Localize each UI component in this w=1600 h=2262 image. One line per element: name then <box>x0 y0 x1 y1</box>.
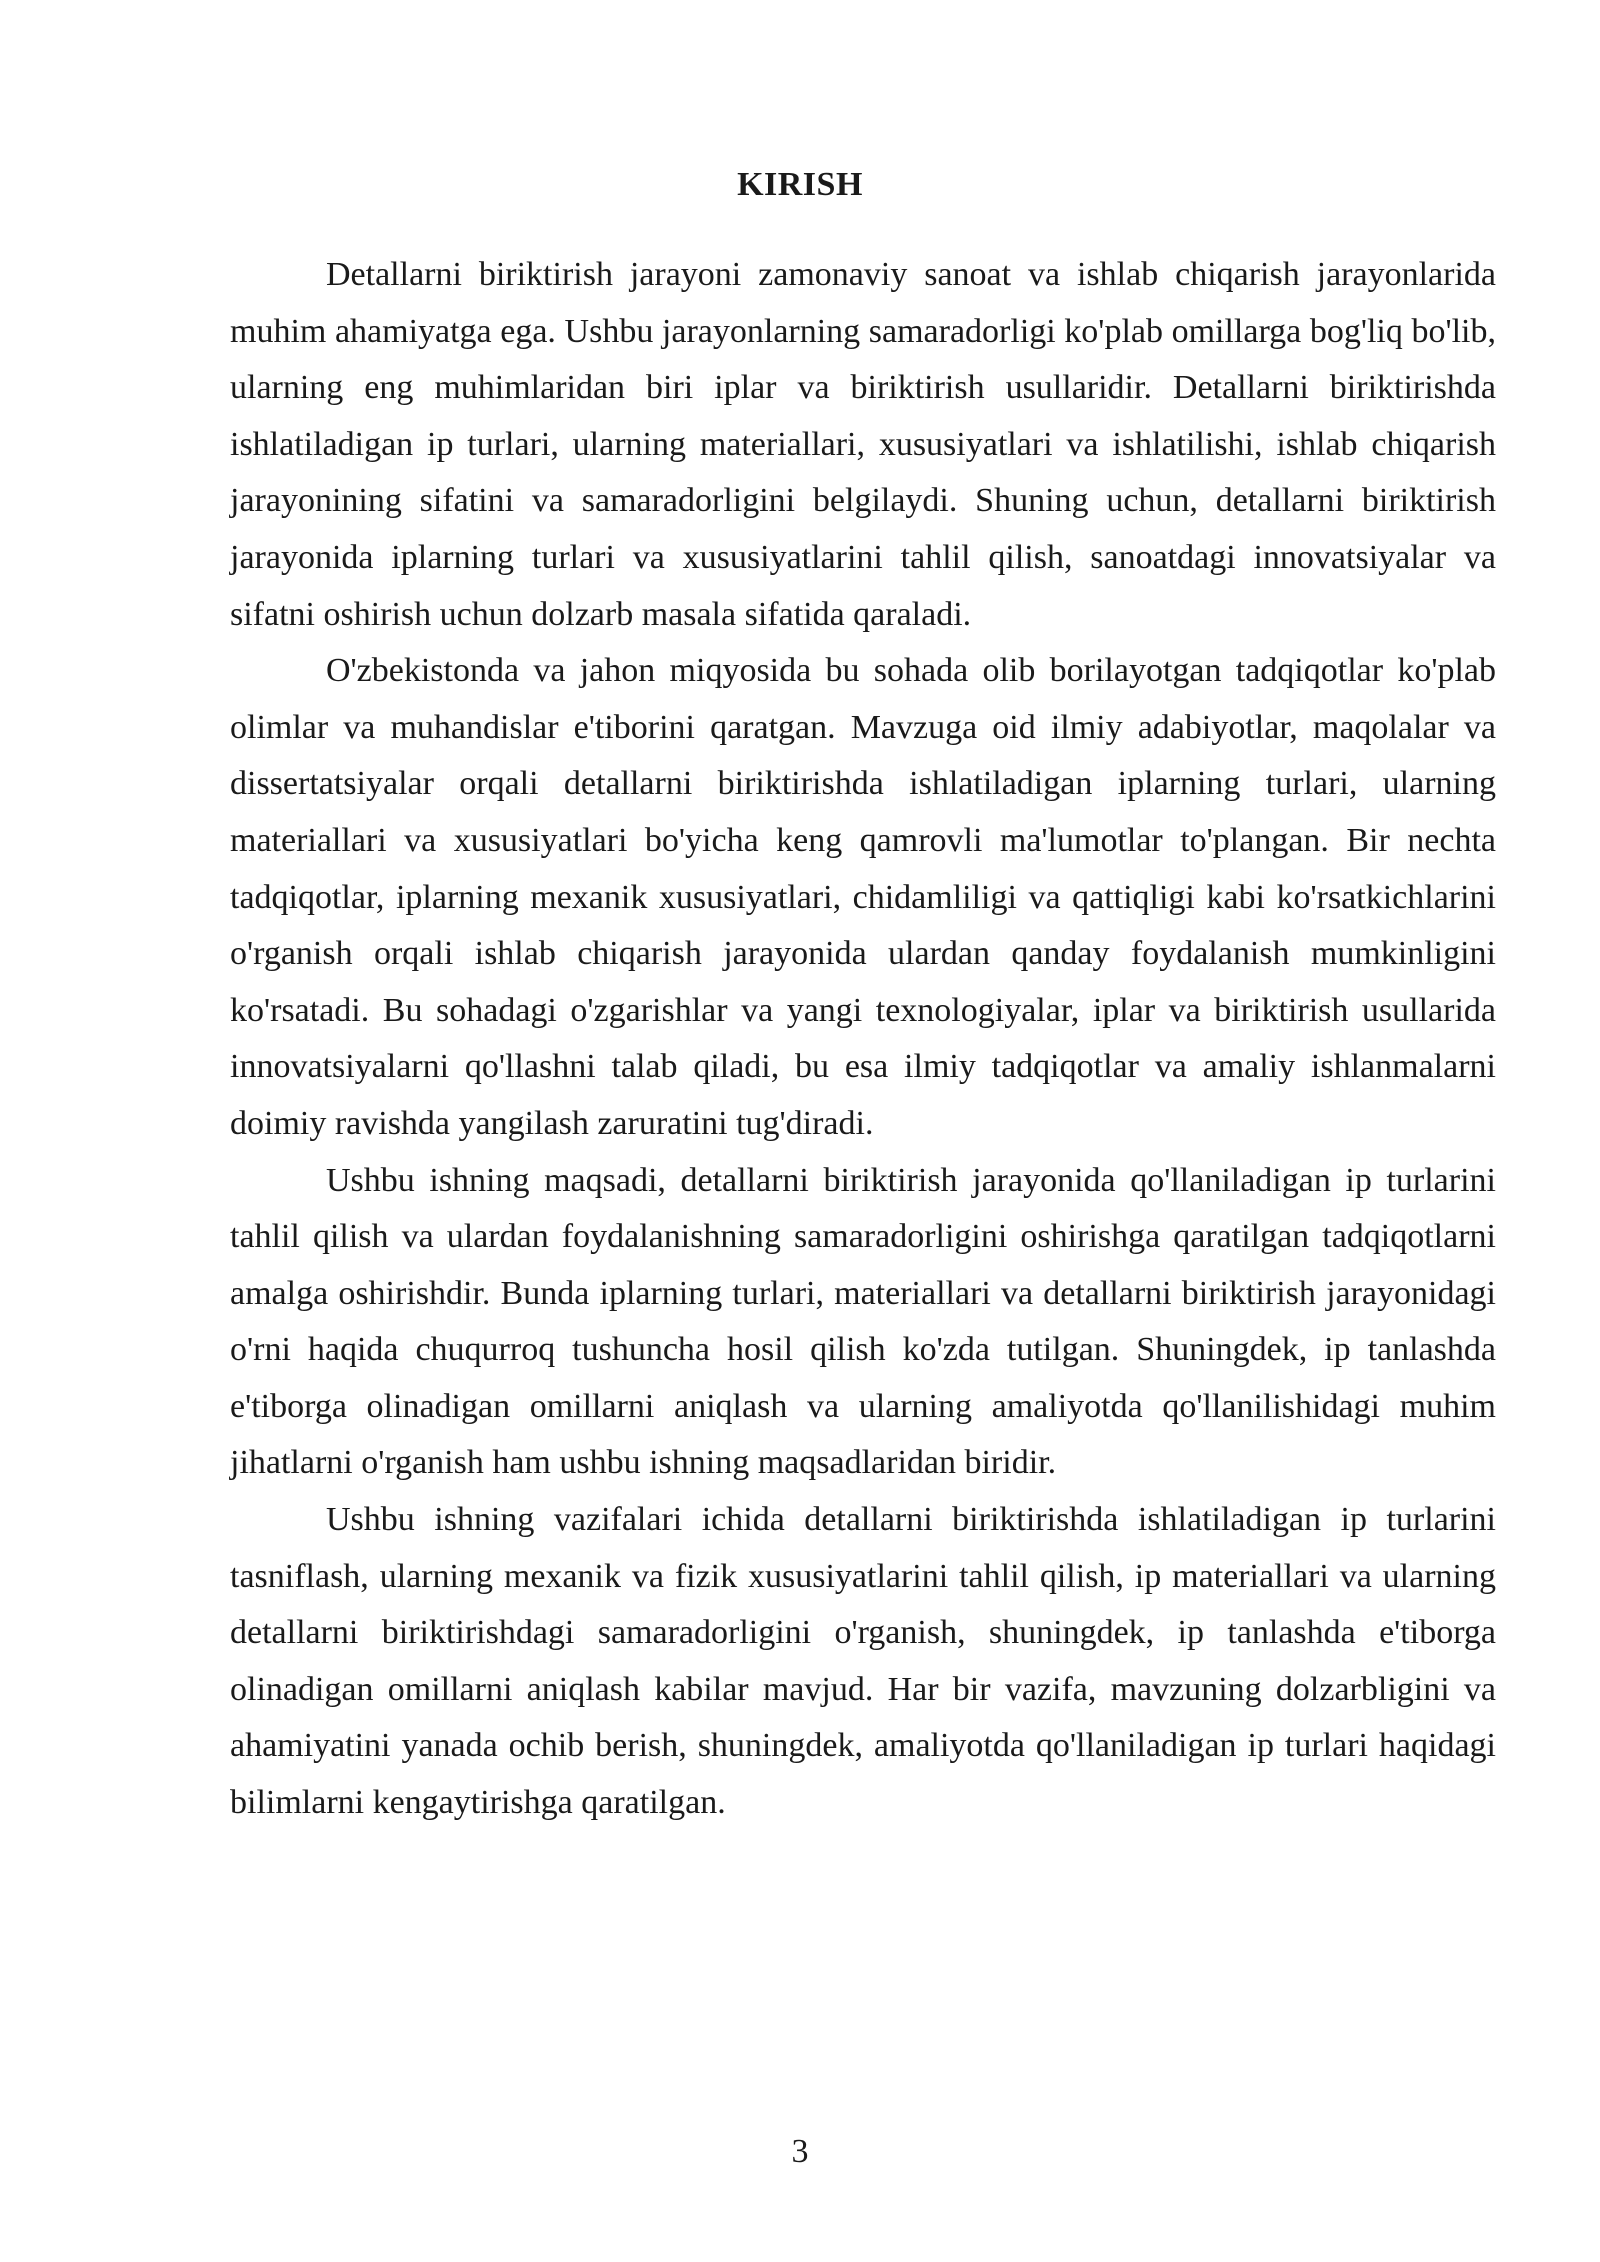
document-body <box>230 247 1496 1832</box>
paragraph-tasks: Ushbu ishning vazifalari ichida detallarni biriktirishda ishlatiladigan ip turlarini tasniflash, ularning mexanik va fizik xususiyatlarini tahlil qilish, ip materiallari va ularning detallarni biriktirishdagi samaradorligini o'rganish, shuningdek, ip tanlashda e'tiborga olinadigan omillarni aniqlash kabilar mavjud. Har bir vazifa, mavzuning dolzarbligini va ahamiyatini yanada ochib berish, shuningdek, amaliyotda qo'llaniladigan ip turlari haqidagi bilimlarni kengaytirishga qaratilgan. <box>230 1501 1496 1822</box>
paragraph-introduction: Detallarni biriktirish jarayoni zamonaviy sanoat va ishlab chiqarish jarayonlarida muhim ahamiyatga ega. Ushbu jarayonlarning samaradorligi ko'plab omillarga bog'liq bo'lib, ularning eng muhimlaridan biri iplar va biriktirish usullaridir. Detallarni biriktirishda ishlatiladigan ip turlari, ularning materiallari, xususiyatlari va ishlatilishi, ishlab chiqarish jarayonining sifatini va samaradorligini belgilaydi. Shuning uchun, detallarni biriktirish jarayonida iplarning turlari va xususiyatlarini tahlil qilish, sanoatdagi innovatsiyalar va sifatni oshirish uchun dolzarb masala sifatida qaraladi. <box>230 256 1496 633</box>
paragraph-research-overview: O'zbekistonda va jahon miqyosida bu sohada olib borilayotgan tadqiqotlar ko'plab olimlar va muhandislar e'tiborini qaratgan. Mavzuga oid ilmiy adabiyotlar, maqolalar va dissertatsiyalar orqali detallarni biriktirishda ishlatiladigan iplarning turlari, ularning materiallari va xususiyatlari bo'yicha keng qamrovli ma'lumotlar to'plangan. Bir nechta tadqiqotlar, iplarning mexanik xususiyatlari, chidamliligi va qattiqligi kabi ko'rsatkichlarini o'rganish orqali ishlab chiqarish jarayonida ulardan qanday foydalanish mumkinligini ko'rsatadi. Bu sohadagi o'zgarishlar va yangi texnologiyalar, iplar va biriktirish usullarida innovatsiyalarni qo'llashni talab qiladi, bu esa ilmiy tadqiqotlar va amaliy ishlanmalarni doimiy ravishda yangilash zaruratini tug'diradi. <box>230 652 1496 1142</box>
page-number: 3 <box>791 2133 809 2170</box>
paragraph-goal: Ushbu ishning maqsadi, detallarni biriktirish jarayonida qo'llaniladigan ip turlarini tahlil qilish va ulardan foydalanishning samaradorligini oshirishga qaratilgan tadqiqotlarni amalga oshirishdir. Bunda iplarning turlari, materiallari va detallarni biriktirish jarayonidagi o'rni haqida chuqurroq tushuncha hosil qilish ko'zda tutilgan. Shuningdek, ip tanlashda e'tiborga olinadigan omillarni aniqlash va ularning amaliyotda qo'llanilishidagi muhim jihatlarni o'rganish ham ushbu ishning maqsadlaridan biridir. <box>230 1161 1496 1482</box>
page-title: KIRISH <box>737 166 863 203</box>
